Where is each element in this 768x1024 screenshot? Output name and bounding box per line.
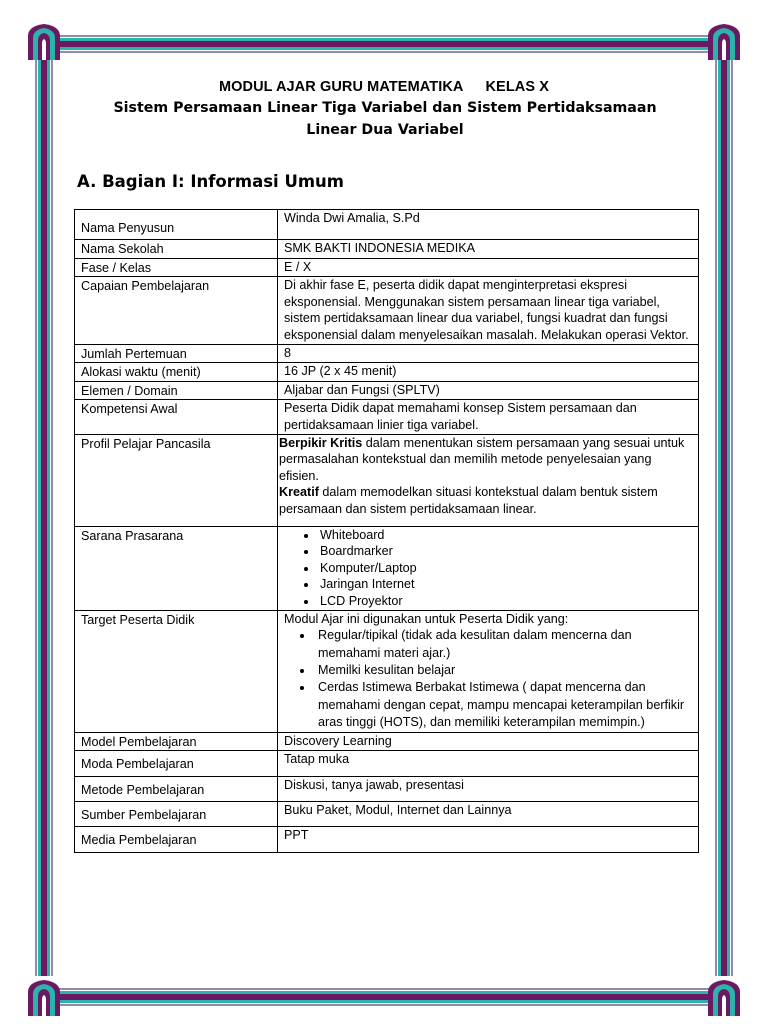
sarana-list [284,527,692,610]
table-row [75,210,699,240]
list-item: • Memilki kesulitan belajar [314,662,692,679]
table-row [75,240,699,259]
row-value: Buku Paket, Modul, Internet dan Lainnya [278,802,699,827]
table-row [75,526,699,610]
module-title-class: KELAS X [485,79,550,95]
profil-bold-2: Kreatif [279,485,319,500]
row-value: SMK BAKTI INDONESIA MEDIKA [278,240,699,259]
list-item: • Jaringan Internet [318,576,692,593]
row-key: Moda Pembelajaran [75,751,278,777]
row-key: Target Peserta Didik [75,610,278,732]
row-value: 8 [278,344,699,363]
row-key: Fase / Kelas [75,258,278,277]
table-row [75,258,699,277]
row-value: PPT [278,827,699,853]
target-intro: Modul Ajar ini digunakan untuk Peserta Didik yang: [284,611,569,626]
list-item: • Boardmarker [318,543,692,560]
row-value: 16 JP (2 x 45 menit) [278,363,699,382]
table-row [75,277,699,344]
profil-paragraph-1 [279,435,692,485]
arch-corner-icon-top-right [704,22,744,62]
table-row [75,827,699,853]
row-key: Nama Sekolah [75,240,278,259]
row-value-sarana [278,526,699,610]
row-key: Alokasi waktu (menit) [75,363,278,382]
list-item: • Cerdas Istimewa Berbakat Istimewa ( dapat mencerna dan memahami dengan cepat, mampu mencapai keterampilan berfikir aras tinggi (HOTS), dan memiliki keterampilan memimpin.) [314,679,692,731]
row-key: Sarana Prasarana [75,526,278,610]
table-row [75,732,699,751]
table-row [75,344,699,363]
row-value-target [278,610,699,732]
list-item: • Regular/tipikal (tidak ada kesulitan dalam mencerna dan memahami materi ajar.) [314,627,692,662]
page-border-top [48,35,720,53]
table-row [75,434,699,526]
arch-corner-icon-bottom-right [704,978,744,1018]
module-subtitle: Sistem Persamaan Linear Tiga Variabel dan Sistem Pertidaksamaan Linear Dua Variabel [113,100,657,138]
row-value: Peserta Didik dapat memahami konsep Sistem persamaan dan pertidaksamaan linier tiga variabel. [278,400,699,434]
page-border-left [35,48,53,976]
row-key: Metode Pembelajaran [75,777,278,802]
profil-text-2: dalam memodelkan situasi kontekstual dalam bentuk sistem persamaan dan sistem pertidaksamaan linear. [279,485,658,516]
row-key: Sumber Pembelajaran [75,802,278,827]
row-value-profil [278,434,699,526]
row-key: Kompetensi Awal [75,400,278,434]
row-key: Media Pembelajaran [75,827,278,853]
row-value: Diskusi, tanya jawab, presentasi [278,777,699,802]
section-heading: A. Bagian I: Informasi Umum [77,172,344,191]
row-key: Jumlah Pertemuan [75,344,278,363]
table-row [75,400,699,434]
table-row [75,777,699,802]
list-item: • Komputer/Laptop [318,560,692,577]
info-table [74,209,699,853]
row-key: Profil Pelajar Pancasila [75,434,278,526]
list-item: • Whiteboard [318,527,692,544]
list-item: • LCD Proyektor [318,593,692,610]
row-value: Winda Dwi Amalia, S.Pd [278,210,699,240]
arch-corner-icon-top-left [24,22,64,62]
row-value: Discovery Learning [278,732,699,751]
profil-text-1: dalam menentukan sistem persamaan yang sesuai untuk permasalahan kontekstual dan memilih metode penyelesaian yang efisien. [279,435,685,483]
table-row [75,802,699,827]
table-row [75,381,699,400]
table-row [75,751,699,777]
row-key: Capaian Pembelajaran [75,277,278,344]
row-key: Elemen / Domain [75,381,278,400]
row-key: Model Pembelajaran [75,732,278,751]
page-border-bottom [48,988,720,1006]
table-row [75,610,699,732]
row-key: Nama Penyusun [75,210,278,240]
module-title-left: MODUL AJAR GURU MATEMATIKA [218,79,464,95]
row-value: Aljabar dan Fungsi (SPLTV) [278,381,699,400]
row-value: E / X [278,258,699,277]
target-list [284,627,692,731]
page-border-right [715,48,733,976]
profil-paragraph-2 [279,484,692,517]
table-row [75,363,699,382]
arch-corner-icon-bottom-left [24,978,64,1018]
profil-bold-1: Berpikir Kritis [279,435,363,450]
row-value: Tatap muka [278,751,699,777]
module-title [0,79,768,95]
row-value: Di akhir fase E, peserta didik dapat menginterpretasi ekspresi eksponensial. Menggunakan sistem persamaan linear tiga variabel, sistem pertidaksamaan linear dua variabel, fungsi kuadrat dan fungsi eksponensial dalam menyelesaikan masalah. Melakukan operasi Vektor. [278,277,699,344]
